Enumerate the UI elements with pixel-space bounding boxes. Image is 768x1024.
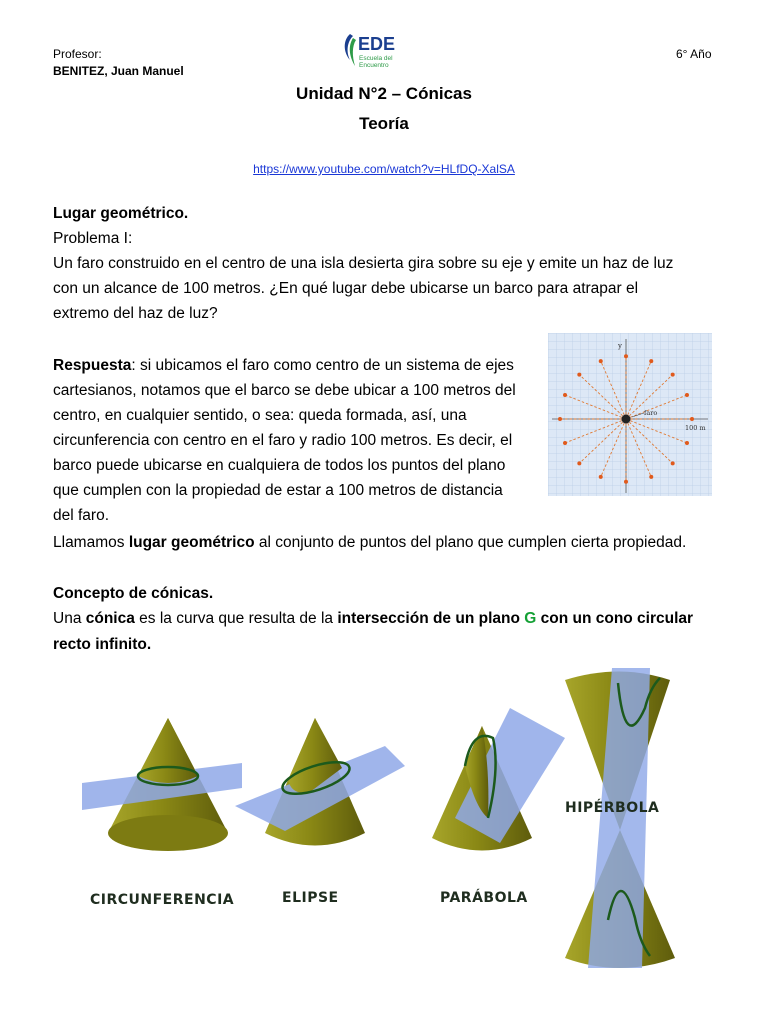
y-axis-label: y [618, 342, 622, 350]
faro-label: faro [644, 409, 658, 417]
ray-endpoint [563, 441, 567, 445]
ray-endpoint [599, 475, 603, 479]
ray-endpoint [649, 359, 653, 363]
ray-endpoint [599, 359, 603, 363]
label-parabola: PARÁBOLA [440, 890, 528, 906]
cone-parabola [432, 708, 565, 851]
conic-definition-line-1 [53, 606, 693, 631]
ray-endpoint [671, 461, 675, 465]
cone-elipse [235, 718, 405, 846]
page-subtitle: Teoría [359, 114, 409, 133]
ray-endpoint [671, 373, 675, 377]
section-heading-conicas: Concepto de cónicas. [53, 585, 214, 602]
ray-endpoint [624, 480, 628, 484]
label-elipse: ELIPSE [282, 890, 339, 906]
conic-term: cónica [85, 610, 135, 627]
definition-pre: Llamamos [53, 534, 129, 551]
distance-label: 100 m [685, 424, 706, 432]
section-heading-lugar: Lugar geométrico. [53, 205, 189, 222]
ray-endpoint [685, 393, 689, 397]
conic-def-mid: es la curva que resulta de la [134, 610, 338, 627]
ray-endpoint [649, 475, 653, 479]
answer-line-1 [53, 353, 514, 378]
profesor-label: Profesor: [53, 47, 102, 61]
ray-endpoint [690, 417, 694, 421]
ray-endpoint [577, 461, 581, 465]
logo-text: EDE [358, 34, 396, 54]
label-circunferencia: CIRCUNFERENCIA [90, 892, 235, 908]
label-hiperbola: HIPÉRBOLA [565, 800, 660, 816]
definition-post: al conjunto de puntos del plano que cumplen cierta propiedad. [254, 534, 687, 551]
definition-line [53, 530, 686, 555]
answer-line-6: que cumplen con la propiedad de estar a 100 metros de distancia [53, 482, 503, 499]
profesor-name: BENITEZ, Juan Manuel [53, 64, 184, 78]
year-label: 6° Año [676, 47, 712, 61]
cone-hiperbola [565, 668, 675, 968]
answer-line-7: del faro. [53, 507, 110, 524]
conic-sections-illustration [60, 668, 710, 968]
problem-label: Problema I: [53, 230, 133, 247]
answer-line-2: cartesianos, notamos que el barco se debe ubicar a 100 metros del [53, 382, 516, 399]
answer-label: Respuesta [53, 357, 132, 374]
school-logo [340, 30, 404, 76]
definition-term: lugar geométrico [128, 534, 255, 551]
plane-g-label: G [524, 610, 537, 627]
logo-sub-2: Encuentro [359, 62, 389, 69]
ray-endpoint [577, 373, 581, 377]
lighthouse-point [622, 415, 631, 424]
problem-text-1: Un faro construido en el centro de una isla desierta gira sobre su eje y emite un haz de luz [53, 255, 674, 272]
ray-endpoint [563, 393, 567, 397]
conic-def-bold-2: con un cono circular [536, 610, 694, 627]
lighthouse-graph [548, 333, 712, 496]
page-title: Unidad N°2 – Cónicas [296, 84, 472, 103]
ray-endpoint [558, 417, 562, 421]
conic-def-bold-1: intersección de un plano [337, 610, 525, 627]
ray-endpoint [685, 441, 689, 445]
logo-sub-1: Escuela del [359, 55, 393, 62]
conic-def-pre: Una [53, 610, 86, 627]
problem-text-3: extremo del haz de luz? [53, 305, 218, 322]
ray-endpoint [624, 354, 628, 358]
problem-text-2: con un alcance de 100 metros. ¿En qué lugar debe ubicarse un barco para atrapar el [53, 280, 639, 297]
answer-line-4: circunferencia con centro en el faro y radio 100 metros. Es decir, el [53, 432, 513, 449]
video-link-row [0, 162, 768, 176]
cone-circunferencia [82, 718, 242, 851]
answer-line-5: barco puede ubicarse en cualquiera de todos los puntos del plano [53, 457, 506, 474]
conic-definition-line-2: recto infinito. [53, 636, 152, 653]
answer-text-1: : si ubicamos el faro como centro de un sistema de ejes [131, 357, 514, 374]
youtube-link[interactable]: https://www.youtube.com/watch?v=HLfDQ-XalSA [253, 162, 515, 176]
answer-line-3: centro, en cualquier sentido, o sea: queda formada, así, una [53, 407, 467, 424]
